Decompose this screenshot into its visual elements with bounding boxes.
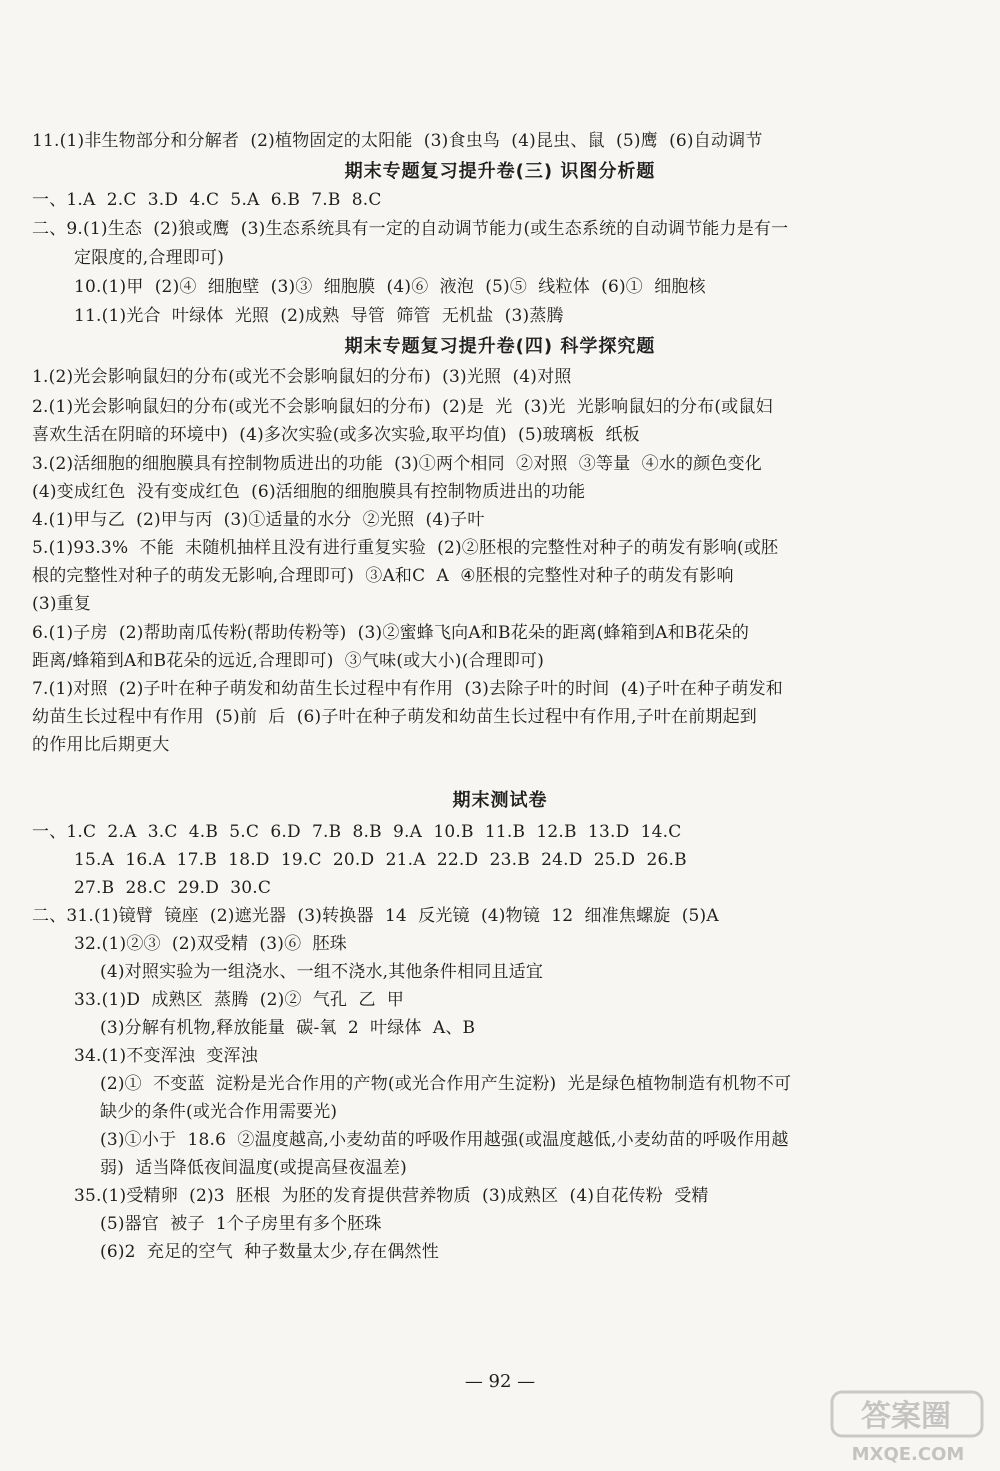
watermark-url: MXQE.COM [851, 1444, 965, 1465]
text-line: 二、31.(1)镜臂 镜座 (2)遮光器 (3)转换器 14 反光镜 (4)物镜 12 细准焦螺旋 (5)A [32, 906, 719, 926]
text-line: 7.(1)对照 (2)子叶在种子萌发和幼苗生长过程中有作用 (3)去除子叶的时间 (4)子叶在种子萌发和 [32, 679, 783, 699]
text-line: 弱) 适当降低夜间温度(或提高昼夜温差) [100, 1158, 407, 1178]
text-line: 距离/蜂箱到A和B花朵的远近,合理即可) ③气味(或大小)(合理即可) [32, 651, 545, 671]
text-line: 35.(1)受精卵 (2)3 胚根 为胚的发育提供营养物质 (3)成熟区 (4)自花传粉 受精 [74, 1186, 709, 1206]
section-heading: 期末测试卷 [452, 790, 548, 811]
watermark-brand: 答案圈 [861, 1399, 951, 1434]
text-line: 11.(1)非生物部分和分解者 (2)植物固定的太阳能 (3)食虫鸟 (4)昆虫、鼠 (5)鹰 (6)自动调节 [32, 131, 763, 151]
text-line: 6.(1)子房 (2)帮助南瓜传粉(帮助传粉等) (3)②蜜蜂飞向A和B花朵的距离(蜂箱到A和B花朵的 [32, 623, 750, 643]
watermark-logo [828, 1388, 988, 1466]
text-line: 33.(1)D 成熟区 蒸腾 (2)② 气孔 乙 甲 [74, 990, 405, 1010]
text-line: (4)变成红色 没有变成红色 (6)活细胞的细胞膜具有控制物质进出的功能 [32, 482, 586, 502]
text-line: 27.B 28.C 29.D 30.C [74, 878, 272, 898]
text-line: (3)重复 [32, 594, 92, 614]
page-number: — 92 — [464, 1371, 536, 1392]
text-line: 二、9.(1)生态 (2)狼或鹰 (3)生态系统具有一定的自动调节能力(或生态系统的自动调节能力是有一 [32, 219, 789, 239]
text-line: 1.(2)光会影响鼠妇的分布(或光不会影响鼠妇的分布) (3)光照 (4)对照 [32, 367, 572, 387]
text-line: 3.(2)活细胞的细胞膜具有控制物质进出的功能 (3)①两个相同 ②对照 ③等量 ④水的颜色变化 [32, 454, 763, 474]
text-line: (2)① 不变蓝 淀粉是光合作用的产物(或光合作用产生淀粉) 光是绿色植物制造有机物不可 [100, 1074, 792, 1094]
text-line: 喜欢生活在阴暗的环境中) (4)多次实验(或多次实验,取平均值) (5)玻璃板 纸板 [32, 425, 640, 445]
text-line: 一、1.A 2.C 3.D 4.C 5.A 6.B 7.B 8.C [32, 190, 382, 210]
text-line: 一、1.C 2.A 3.C 4.B 5.C 6.D 7.B 8.B 9.A 10.B 11.B 12.B 13.D 14.C [32, 822, 682, 842]
text-line: 缺少的条件(或光合作用需要光) [100, 1102, 338, 1122]
text-line: (5)器官 被子 1个子房里有多个胚珠 [100, 1214, 382, 1234]
text-line: 11.(1)光合 叶绿体 光照 (2)成熟 导管 筛管 无机盐 (3)蒸腾 [74, 306, 564, 326]
text-line: 幼苗生长过程中有作用 (5)前 后 (6)子叶在种子萌发和幼苗生长过程中有作用,子叶在前期起到 [32, 707, 757, 727]
section-heading: 期末专题复习提升卷(四) 科学探究题 [344, 336, 656, 357]
text-line: (3)①小于 18.6 ②温度越高,小麦幼苗的呼吸作用越强(或温度越低,小麦幼苗的呼吸作用越 [100, 1130, 789, 1150]
text-line: 根的完整性对种子的萌发无影响,合理即可) ③A和C A ④胚根的完整性对种子的萌发有影响 [32, 566, 734, 586]
text-line: (4)对照实验为一组浇水、一组不浇水,其他条件相同且适宜 [100, 962, 544, 982]
text-line: 34.(1)不变浑浊 变浑浊 [74, 1046, 258, 1066]
text-line: 定限度的,合理即可) [74, 248, 225, 268]
text-line: 15.A 16.A 17.B 18.D 19.C 20.D 21.A 22.D 23.B 24.D 25.D 26.B [74, 850, 687, 870]
text-line: 2.(1)光会影响鼠妇的分布(或光不会影响鼠妇的分布) (2)是 光 (3)光 光影响鼠妇的分布(或鼠妇 [32, 397, 773, 417]
text-line: 5.(1)93.3% 不能 未随机抽样且没有进行重复实验 (2)②胚根的完整性对种子的萌发有影响(或胚 [32, 538, 779, 558]
text-line: 4.(1)甲与乙 (2)甲与丙 (3)①适量的水分 ②光照 (4)子叶 [32, 510, 485, 530]
text-line: 32.(1)②③ (2)双受精 (3)⑥ 胚珠 [74, 934, 347, 954]
text-line: 10.(1)甲 (2)④ 细胞壁 (3)③ 细胞膜 (4)⑥ 液泡 (5)⑤ 线粒体 (6)① 细胞核 [74, 277, 706, 297]
section-heading: 期末专题复习提升卷(三) 识图分析题 [344, 161, 656, 182]
text-line: (6)2 充足的空气 种子数量太少,存在偶然性 [100, 1242, 439, 1262]
text-line: (3)分解有机物,释放能量 碳-氧 2 叶绿体 A、B [100, 1018, 476, 1038]
text-line: 的作用比后期更大 [32, 735, 170, 755]
